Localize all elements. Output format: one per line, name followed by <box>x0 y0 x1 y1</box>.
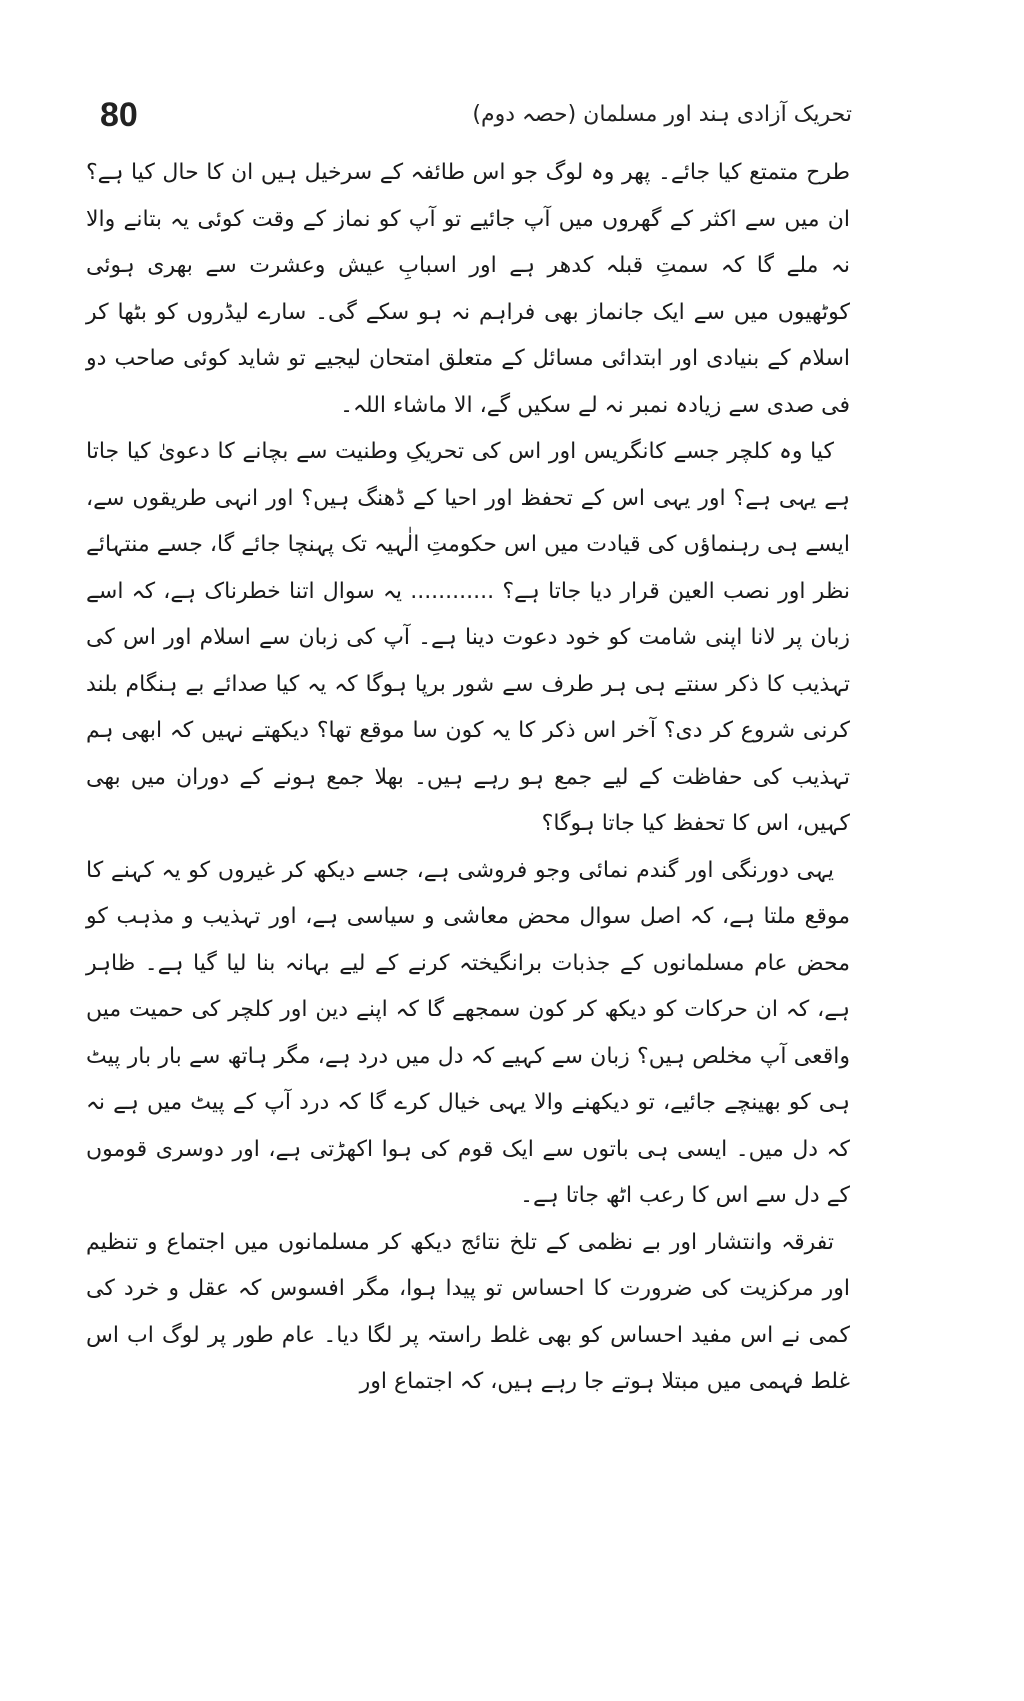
paragraph-4: تفرقہ وانتشار اور بے نظمی کے تلخ نتائج دیکھ کر مسلمانوں میں اجتماع و تنظیم اور مرکزیت کی ضرورت کا احساس تو پیدا ہوا، مگر افسوس کہ عقل و خرد کی کمی نے اس مفید احساس کو بھی غلط راستہ پر لگا دیا۔ عام طور پر لوگ اب اس غلط فہمی میں مبتلا ہوتے جا رہے ہیں، کہ اجتماع اور <box>86 1229 850 1394</box>
paragraph-3: یہی دورنگی اور گندم نمائی وجو فروشی ہے، جسے دیکھ کر غیروں کو یہ کہنے کا موقع ملتا ہے، کہ اصل سوال محض معاشی و سیاسی ہے، اور تہذیب و مذہب کو محض عام مسلمانوں کے جذبات برانگیختہ کرنے کے لیے بہانہ بنا لیا گیا ہے۔ ظاہر ہے، کہ ان حرکات کو دیکھ کر کون سمجھے گا کہ اپنے دین اور کلچر کی حمیت میں واقعی آپ مخلص ہیں؟ زبان سے کہیے کہ دل میں درد ہے، مگر ہاتھ سے بار بار پیٹ ہی کو بھینچے جائیے، تو دیکھنے والا یہی خیال کرے گا کہ درد آپ کے پیٹ میں ہے نہ کہ دل میں۔ ایسی ہی باتوں سے ایک قوم کی ہوا اکھڑتی ہے، اور دوسری قوموں کے دل سے اس کا رعب اٹھ جاتا ہے۔ <box>86 857 850 1208</box>
paragraph-1: طرح متمتع کیا جائے۔ پھر وہ لوگ جو اس طائفہ کے سرخیل ہیں ان کا حال کیا ہے؟ ان میں سے اکثر کے گھروں میں آپ جائیے تو آپ کو نماز کے وقت کوئی یہ بتانے والا نہ ملے گا کہ سمتِ قبلہ کدھر ہے اور اسبابِ عیش وعشرت سے بھری ہوئی کوٹھیوں میں سے ایک جانماز بھی فراہم نہ ہو سکے گی۔ سارے لیڈروں کو بٹھا کر اسلام کے بنیادی اور ابتدائی مسائل کے متعلق امتحان لیجیے تو شاید کوئی صاحب دو فی صدی سے زیادہ نمبر نہ لے سکیں گے، الا ماشاء اللہ۔ <box>86 160 850 418</box>
page-header <box>100 96 852 140</box>
body-text <box>86 150 850 1406</box>
page-number: 80 <box>100 96 138 134</box>
paragraph-2: کیا وہ کلچر جسے کانگریس اور اس کی تحریکِ وطنیت سے بچانے کا دعویٰ کیا جاتا ہے یہی ہے؟ اور یہی اس کے تحفظ اور احیا کے ڈھنگ ہیں؟ اور انہی طریقوں سے، ایسے ہی رہنماؤں کی قیادت میں اس حکومتِ الٰہیہ تک پہنچا جائے گا، جسے منتہائے نظر اور نصب العین قرار دیا جاتا ہے؟ ............ یہ سوال اتنا خطرناک ہے، کہ اسے زبان پر لانا اپنی شامت کو خود دعوت دینا ہے۔ آپ کی زبان سے اسلام اور اس کی تہذیب کا ذکر سنتے ہی ہر طرف سے شور برپا ہوگا کہ یہ کیا صدائے بے ہنگام بلند کرنی شروع کر دی؟ آخر اس ذکر کا یہ کون سا موقع تھا؟ دیکھتے نہیں کہ ابھی ہم تہذیب کی حفاظت کے لیے جمع ہو رہے ہیں۔ بھلا جمع ہونے کے دوران میں بھی کہیں، اس کا تحفظ کیا جاتا ہوگا؟ <box>86 439 850 836</box>
running-title: تحریک آزادی ہند اور مسلمان (حصہ دوم) <box>472 102 852 127</box>
